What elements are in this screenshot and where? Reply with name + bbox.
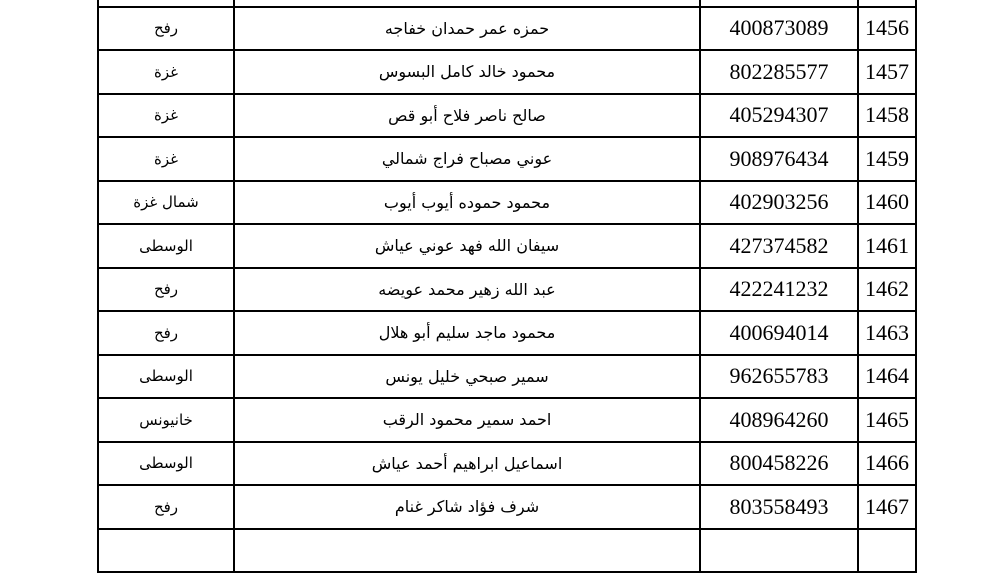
- table-row: [98, 268, 916, 312]
- table-row: [98, 7, 916, 51]
- id-number-cell: 962655783: [700, 355, 858, 399]
- area-cell: غزة: [98, 94, 234, 138]
- id-number-cell: 422241232: [700, 268, 858, 312]
- name-cell: شرف فؤاد شاكر غنام: [234, 485, 700, 529]
- name-cell: عوني مصباح فراج شمالي: [234, 137, 700, 181]
- serial-number-cell: 1463: [858, 311, 916, 355]
- table-row: [98, 355, 916, 399]
- id-number-cell: 800458226: [700, 442, 858, 486]
- id-number-cell: 400873089: [700, 7, 858, 51]
- area-cell: الوسطى: [98, 442, 234, 486]
- table-row: [98, 311, 916, 355]
- table-row: [98, 442, 916, 486]
- serial-number-cell: 1465: [858, 398, 916, 442]
- area-cell: غزة: [98, 50, 234, 94]
- id-number-cell: 408964260: [700, 398, 858, 442]
- id-number-cell: 427374582: [700, 224, 858, 268]
- name-cell: احمد سمير محمود الرقب: [234, 398, 700, 442]
- id-number-cell: 908976434: [700, 137, 858, 181]
- area-cell: [98, 529, 234, 573]
- serial-number-cell: 1461: [858, 224, 916, 268]
- area-cell: الوسطى: [98, 224, 234, 268]
- serial-number-cell: 1467: [858, 485, 916, 529]
- name-cell: محمود ماجد سليم أبو هلال: [234, 311, 700, 355]
- area-cell: رفح: [98, 485, 234, 529]
- serial-number-cell: 1460: [858, 181, 916, 225]
- area-cell: رفح: [98, 268, 234, 312]
- name-cell: محمود حموده أيوب أيوب: [234, 181, 700, 225]
- table-row: [98, 398, 916, 442]
- name-cell: حمزه عمر حمدان خفاجه: [234, 7, 700, 51]
- serial-number-cell: 1458: [858, 94, 916, 138]
- name-cell: [234, 529, 700, 573]
- id-number-cell: 400694014: [700, 311, 858, 355]
- id-number-cell: 802285577: [700, 50, 858, 94]
- table-row: [98, 137, 916, 181]
- table-row: [98, 529, 916, 573]
- area-cell: خانيونس: [98, 398, 234, 442]
- serial-number-cell: 1456: [858, 7, 916, 51]
- area-cell: غزة: [98, 137, 234, 181]
- serial-number-cell: 1457: [858, 50, 916, 94]
- name-cell: عبد الله زهير محمد عويضه: [234, 268, 700, 312]
- serial-number-cell: 1464: [858, 355, 916, 399]
- serial-number-cell: 1462: [858, 268, 916, 312]
- table-row: [98, 224, 916, 268]
- area-cell: رفح: [98, 311, 234, 355]
- table-row: [98, 485, 916, 529]
- names-table-body: [98, 0, 916, 572]
- id-number-cell: 803558493: [700, 485, 858, 529]
- area-cell: رفح: [98, 7, 234, 51]
- name-cell: محمود خالد كامل البسوس: [234, 50, 700, 94]
- name-cell: صالح ناصر فلاح أبو قص: [234, 94, 700, 138]
- names-table: [97, 0, 917, 573]
- table-row: [98, 94, 916, 138]
- area-cell: شمال غزة: [98, 181, 234, 225]
- id-number-cell: 402903256: [700, 181, 858, 225]
- area-cell: الوسطى: [98, 355, 234, 399]
- name-cell: اسماعيل ابراهيم أحمد عياش: [234, 442, 700, 486]
- name-cell: سمير صبحي خليل يونس: [234, 355, 700, 399]
- table-row: [98, 50, 916, 94]
- name-cell: سيفان الله فهد عوني عياش: [234, 224, 700, 268]
- id-number-cell: 405294307: [700, 94, 858, 138]
- serial-number-cell: [858, 529, 916, 573]
- serial-number-cell: 1466: [858, 442, 916, 486]
- serial-number-cell: 1459: [858, 137, 916, 181]
- table-row: [98, 181, 916, 225]
- id-number-cell: [700, 529, 858, 573]
